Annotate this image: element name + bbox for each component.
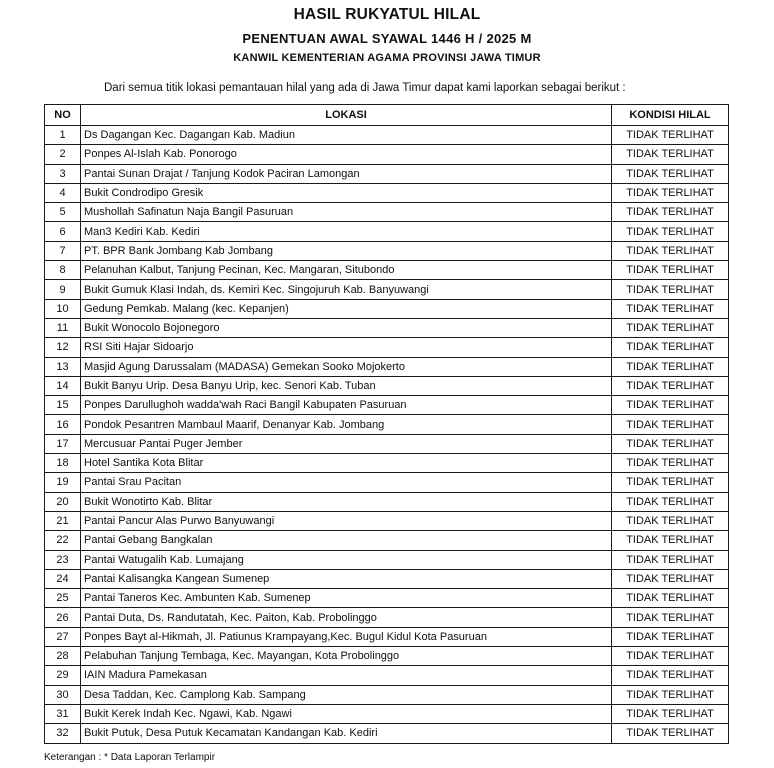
row-number: 24 [45,569,81,588]
condition-cell: TIDAK TERLIHAT [612,126,729,145]
intro-text: Dari semua titik lokasi pemantauan hilal yang ada di Jawa Timur dapat kami laporkan sebagai berikut : [104,82,626,94]
location-cell: Mercusuar Pantai Puger Jember [81,434,612,453]
condition-cell: TIDAK TERLIHAT [612,415,729,434]
location-cell: Hotel Santika Kota Blitar [81,454,612,473]
location-cell: Pantai Sunan Drajat / Tanjung Kodok Paciran Lamongan [81,164,612,183]
table-row [45,261,729,280]
row-number: 20 [45,492,81,511]
office-name: KANWIL KEMENTERIAN AGAMA PROVINSI JAWA TIMUR [233,52,541,64]
table-row [45,126,729,145]
condition-cell: TIDAK TERLIHAT [612,183,729,202]
location-cell: RSI Siti Hajar Sidoarjo [81,338,612,357]
table-row [45,454,729,473]
table-row [45,415,729,434]
table-row [45,164,729,183]
location-cell: Gedung Pemkab. Malang (kec. Kepanjen) [81,299,612,318]
row-number: 17 [45,434,81,453]
location-cell: Desa Taddan, Kec. Camplong Kab. Sampang [81,685,612,704]
condition-cell: TIDAK TERLIHAT [612,396,729,415]
row-number: 18 [45,454,81,473]
report-title: HASIL RUKYATUL HILAL [293,6,481,23]
row-number: 9 [45,280,81,299]
table-row [45,531,729,550]
location-cell: Pantai Pancur Alas Purwo Banyuwangi [81,511,612,530]
row-number: 8 [45,261,81,280]
location-cell: Pondok Pesantren Mambaul Maarif, Denanyar Kab. Jombang [81,415,612,434]
table-row [45,724,729,743]
row-number: 26 [45,608,81,627]
location-cell: Pelabuhan Tanjung Tembaga, Kec. Mayangan, Kota Probolinggo [81,647,612,666]
table-row [45,550,729,569]
table-row [45,318,729,337]
table-row [45,511,729,530]
row-number: 29 [45,666,81,685]
condition-cell: TIDAK TERLIHAT [612,627,729,646]
condition-cell: TIDAK TERLIHAT [612,376,729,395]
condition-cell: TIDAK TERLIHAT [612,473,729,492]
location-cell: Ponpes Bayt al-Hikmah, Jl. Patiunus Krampayang,Kec. Bugul Kidul Kota Pasuruan [81,627,612,646]
table-row [45,492,729,511]
condition-cell: TIDAK TERLIHAT [612,164,729,183]
condition-cell: TIDAK TERLIHAT [612,666,729,685]
hilal-table [44,104,729,744]
row-number: 22 [45,531,81,550]
condition-cell: TIDAK TERLIHAT [612,145,729,164]
location-cell: IAIN Madura Pamekasan [81,666,612,685]
condition-cell: TIDAK TERLIHAT [612,203,729,222]
location-cell: Bukit Banyu Urip. Desa Banyu Urip, kec. Senori Kab. Tuban [81,376,612,395]
location-cell: Masjid Agung Darussalam (MADASA) Gemekan Sooko Mojokerto [81,357,612,376]
condition-cell: TIDAK TERLIHAT [612,454,729,473]
row-number: 31 [45,704,81,723]
table-row [45,704,729,723]
condition-cell: TIDAK TERLIHAT [612,569,729,588]
row-number: 23 [45,550,81,569]
condition-cell: TIDAK TERLIHAT [612,704,729,723]
condition-cell: TIDAK TERLIHAT [612,589,729,608]
row-number: 3 [45,164,81,183]
condition-cell: TIDAK TERLIHAT [612,357,729,376]
table-row [45,280,729,299]
table-row [45,396,729,415]
location-cell: Pantai Duta, Ds. Randutatah, Kec. Paiton, Kab. Probolinggo [81,608,612,627]
location-cell: Ponpes Al-Islah Kab. Ponorogo [81,145,612,164]
table-row [45,627,729,646]
condition-cell: TIDAK TERLIHAT [612,299,729,318]
location-cell: Bukit Kerek Indah Kec. Ngawi, Kab. Ngawi [81,704,612,723]
table-row [45,241,729,260]
condition-cell: TIDAK TERLIHAT [612,550,729,569]
column-header-no: NO [45,105,81,126]
table-row [45,666,729,685]
table-row [45,338,729,357]
row-number: 30 [45,685,81,704]
condition-cell: TIDAK TERLIHAT [612,222,729,241]
location-cell: Pantai Kalisangka Kangean Sumenep [81,569,612,588]
row-number: 13 [45,357,81,376]
report-subtitle: PENENTUAN AWAL SYAWAL 1446 H / 2025 M [242,31,532,46]
table-row [45,299,729,318]
location-cell: Man3 Kediri Kab. Kediri [81,222,612,241]
column-header-kondisi: KONDISI HILAL [612,105,729,126]
condition-cell: TIDAK TERLIHAT [612,608,729,627]
table-row [45,647,729,666]
location-cell: Ds Dagangan Kec. Dagangan Kab. Madiun [81,126,612,145]
table-header-row [45,105,729,126]
row-number: 19 [45,473,81,492]
row-number: 6 [45,222,81,241]
column-header-lokasi: LOKASI [81,105,612,126]
table-row [45,357,729,376]
footer-note: Keterangan : * Data Laporan Terlampir [44,752,216,763]
table-row [45,203,729,222]
table-row [45,685,729,704]
row-number: 16 [45,415,81,434]
row-number: 27 [45,627,81,646]
location-cell: Ponpes Darullughoh wadda'wah Raci Bangil Kabupaten Pasuruan [81,396,612,415]
condition-cell: TIDAK TERLIHAT [612,338,729,357]
condition-cell: TIDAK TERLIHAT [612,724,729,743]
row-number: 14 [45,376,81,395]
row-number: 11 [45,318,81,337]
row-number: 7 [45,241,81,260]
row-number: 2 [45,145,81,164]
location-cell: Mushollah Safinatun Naja Bangil Pasuruan [81,203,612,222]
row-number: 1 [45,126,81,145]
table-row [45,569,729,588]
row-number: 21 [45,511,81,530]
location-cell: Pelanuhan Kalbut, Tanjung Pecinan, Kec. Mangaran, Situbondo [81,261,612,280]
table-row [45,145,729,164]
table-row [45,589,729,608]
table-row [45,183,729,202]
table-row [45,376,729,395]
table-row [45,473,729,492]
row-number: 28 [45,647,81,666]
row-number: 25 [45,589,81,608]
condition-cell: TIDAK TERLIHAT [612,647,729,666]
condition-cell: TIDAK TERLIHAT [612,434,729,453]
row-number: 12 [45,338,81,357]
condition-cell: TIDAK TERLIHAT [612,511,729,530]
condition-cell: TIDAK TERLIHAT [612,492,729,511]
condition-cell: TIDAK TERLIHAT [612,318,729,337]
location-cell: Pantai Watugalih Kab. Lumajang [81,550,612,569]
condition-cell: TIDAK TERLIHAT [612,241,729,260]
row-number: 15 [45,396,81,415]
location-cell: Bukit Putuk, Desa Putuk Kecamatan Kandangan Kab. Kediri [81,724,612,743]
condition-cell: TIDAK TERLIHAT [612,685,729,704]
location-cell: PT. BPR Bank Jombang Kab Jombang [81,241,612,260]
condition-cell: TIDAK TERLIHAT [612,280,729,299]
location-cell: Pantai Gebang Bangkalan [81,531,612,550]
row-number: 4 [45,183,81,202]
row-number: 5 [45,203,81,222]
location-cell: Bukit Wonocolo Bojonegoro [81,318,612,337]
row-number: 10 [45,299,81,318]
table-row [45,608,729,627]
location-cell: Pantai Taneros Kec. Ambunten Kab. Sumenep [81,589,612,608]
table-row [45,222,729,241]
location-cell: Bukit Wonotirto Kab. Blitar [81,492,612,511]
condition-cell: TIDAK TERLIHAT [612,531,729,550]
location-cell: Bukit Gumuk Klasi Indah, ds. Kemiri Kec. Singojuruh Kab. Banyuwangi [81,280,612,299]
location-cell: Pantai Srau Pacitan [81,473,612,492]
condition-cell: TIDAK TERLIHAT [612,261,729,280]
table-row [45,434,729,453]
location-cell: Bukit Condrodipo Gresik [81,183,612,202]
row-number: 32 [45,724,81,743]
